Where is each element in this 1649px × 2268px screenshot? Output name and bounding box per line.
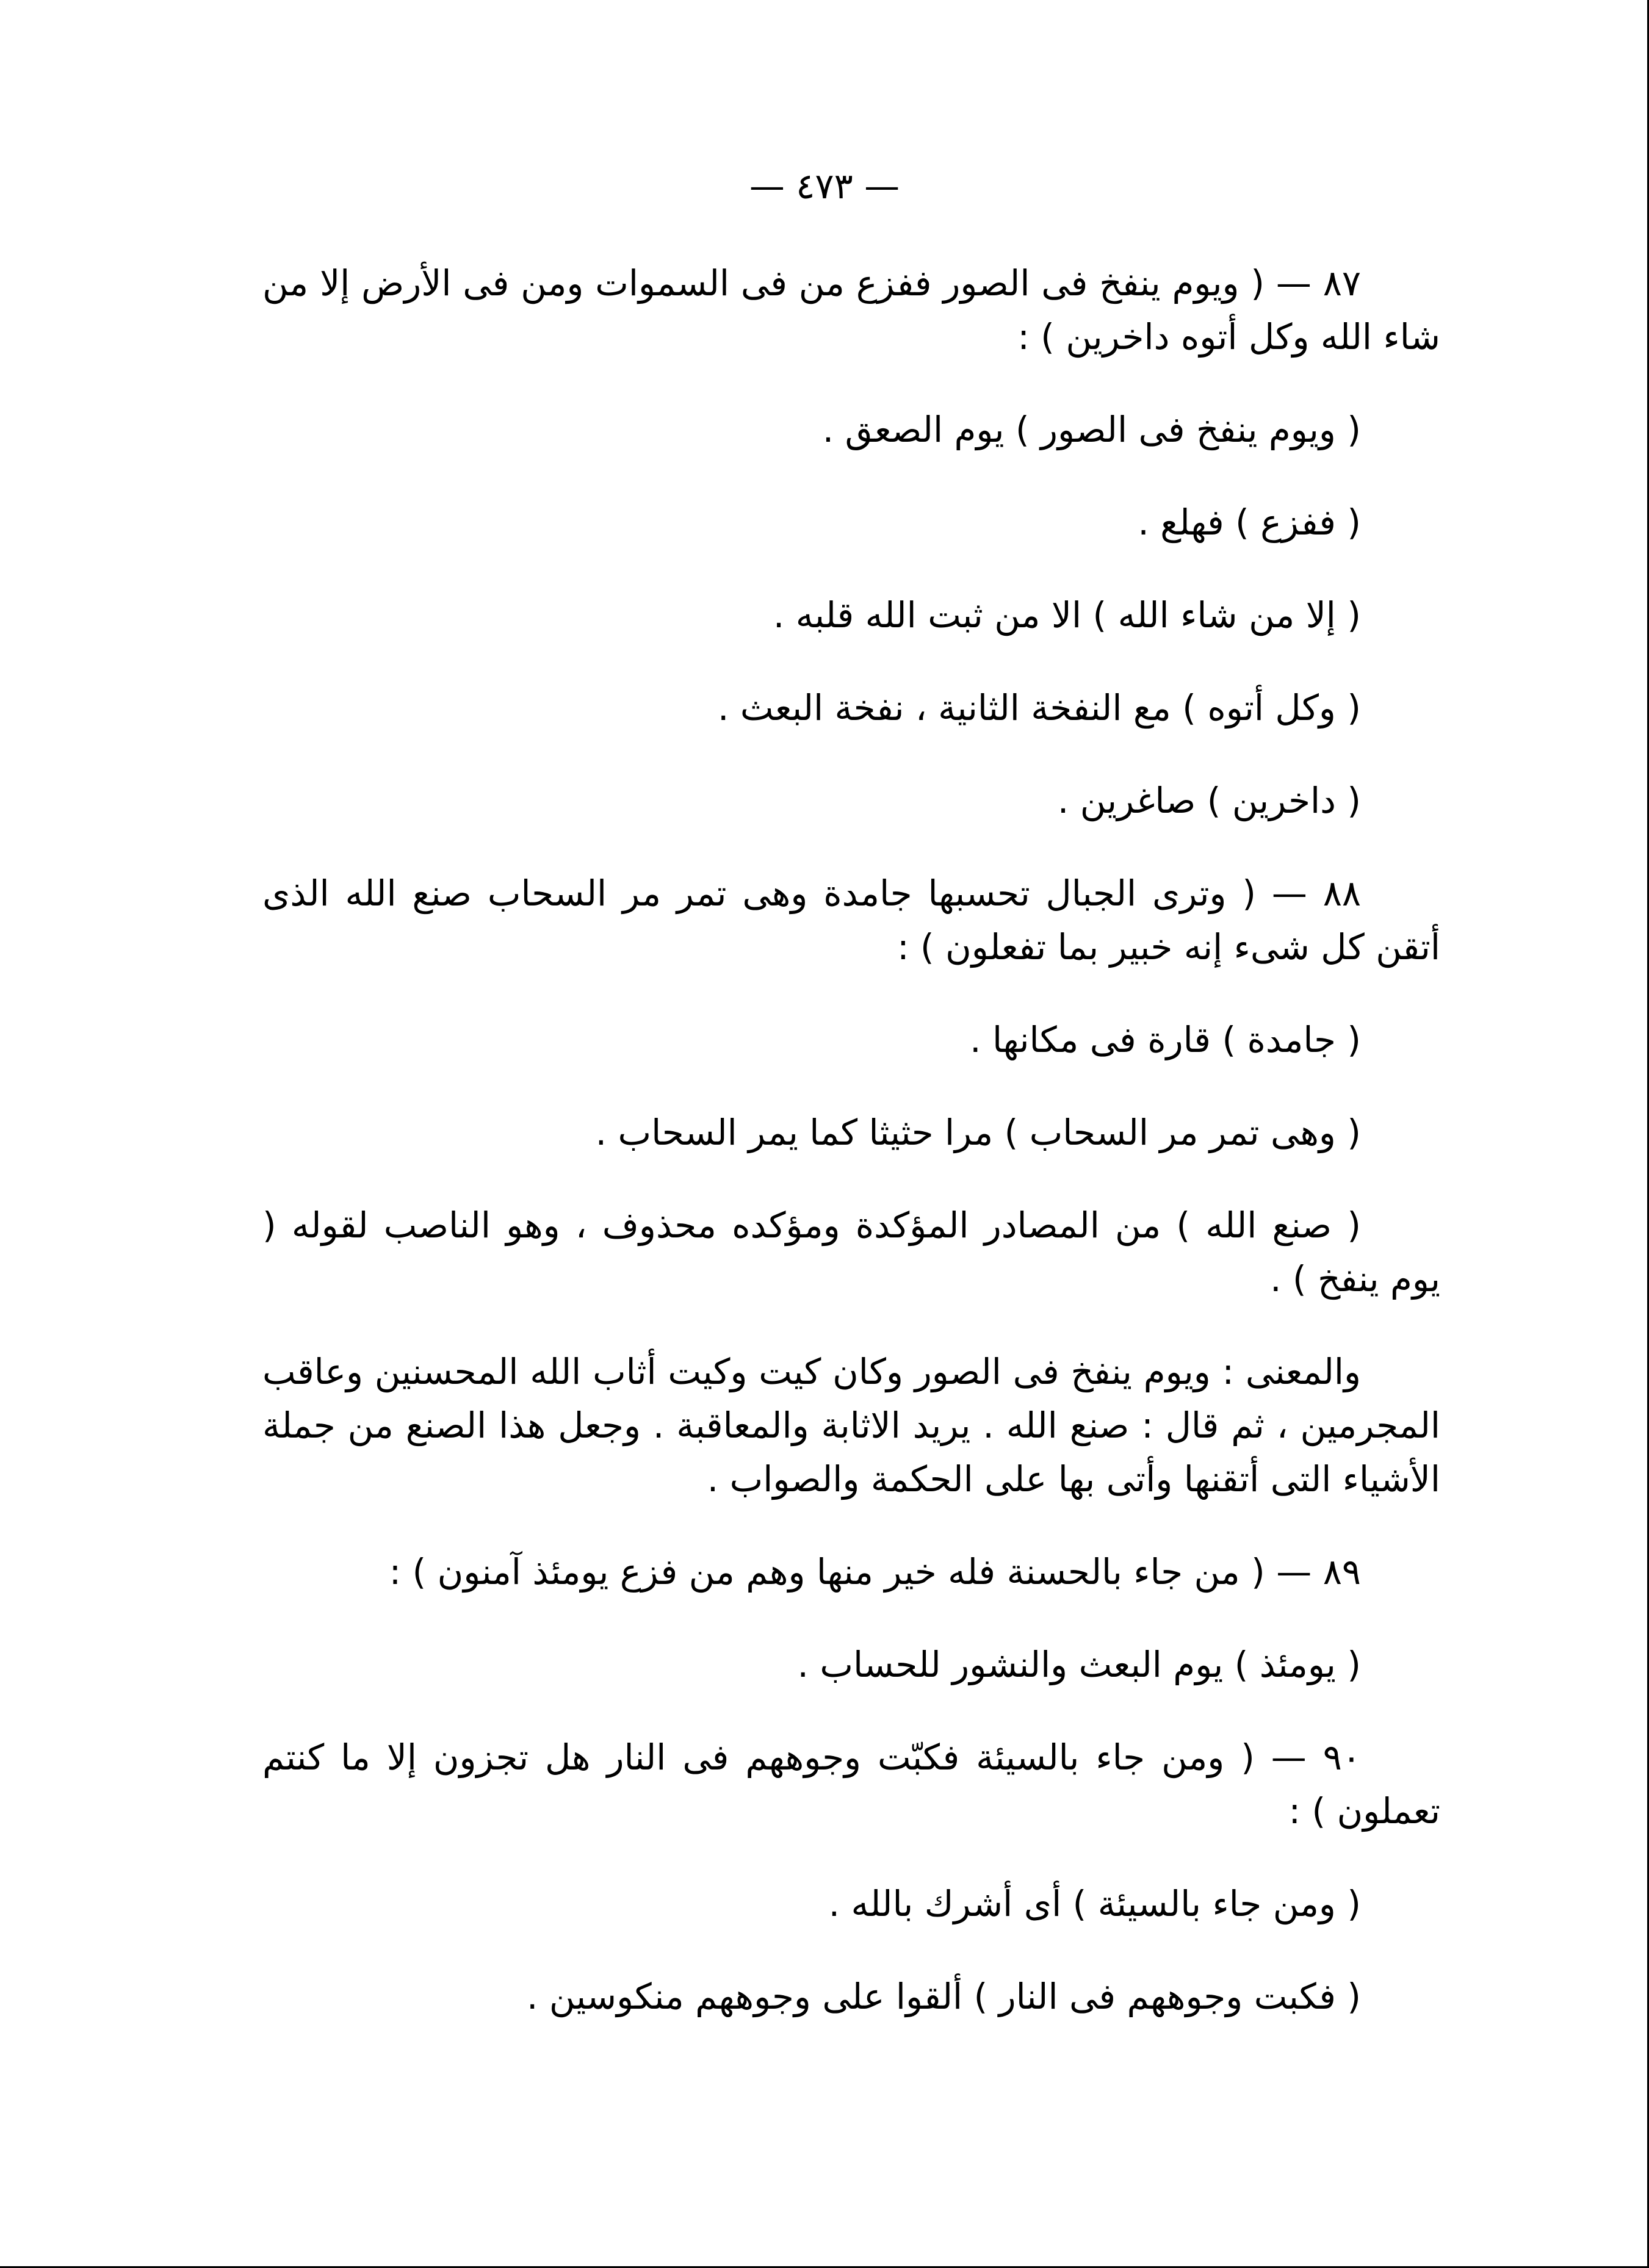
page-number: — ٤٧٣ — (749, 165, 900, 207)
gloss-line: ( ويوم ينفخ فى الصور ) يوم الصعق . (822, 409, 1361, 450)
commentary-paragraph: ( صنع الله ) من المصادر المؤكدة ومؤكده محذوف ، وهو الناصب لقوله ( يوم ينفخ ) . (262, 1204, 1440, 1300)
gloss-line: ( وكل أتوه ) مع النفخة الثانية ، نفخة البعث . (718, 687, 1361, 729)
gloss-line: ( فكبت وجوههم فى النار ) ألقوا على وجوههم منكوسين . (527, 1976, 1361, 2017)
commentary-paragraph: والمعنى : ويوم ينفخ فى الصور وكان كيت وكيت أثاب الله المحسنين وعاقب المجرمين ، ثم قال : صنع الله . يريد الاثابة والمعاقبة . وجعل هذا الصنع من جملة الأشياء التى أتقنها وأتى بها على الحكمة والصواب . (262, 1351, 1440, 1500)
verse-88: ٨٨ — ( وترى الجبال تحسبها جامدة وهى تمر مر السحاب صنع الله الذى أتقن كل شىء إنه خبير بما تفعلون ) : (262, 873, 1440, 968)
verse-90: ٩٠ — ( ومن جاء بالسيئة فكبّت وجوههم فى النار هل تجزون إلا ما كنتم تعملون ) : (262, 1737, 1440, 1832)
gloss-line: ( ففزع ) فهلع . (1138, 502, 1361, 543)
gloss-line: ( وهى تمر مر السحاب ) مرا حثيثا كما يمر السحاب . (595, 1112, 1361, 1153)
gloss-line: ( ومن جاء بالسيئة ) أى أشرك بالله . (828, 1883, 1361, 1924)
text-block (262, 256, 1440, 2062)
verse-89: ٨٩ — ( من جاء بالحسنة فله خير منها وهم من فزع يومئذ آمنون ) : (389, 1551, 1361, 1593)
gloss-line: ( جامدة ) قارة فى مكانها . (970, 1019, 1361, 1060)
gloss-line: ( يومئذ ) يوم البعث والنشور للحساب . (797, 1644, 1361, 1685)
gloss-line: ( داخرين ) صاغرين . (1057, 780, 1361, 821)
verse-87: ٨٧ — ( ويوم ينفخ فى الصور ففزع من فى السموات ومن فى الأرض إلا من شاء الله وكل أتوه داخرين ) : (262, 262, 1440, 358)
gloss-line: ( إلا من شاء الله ) الا من ثبت الله قلبه . (773, 594, 1361, 636)
